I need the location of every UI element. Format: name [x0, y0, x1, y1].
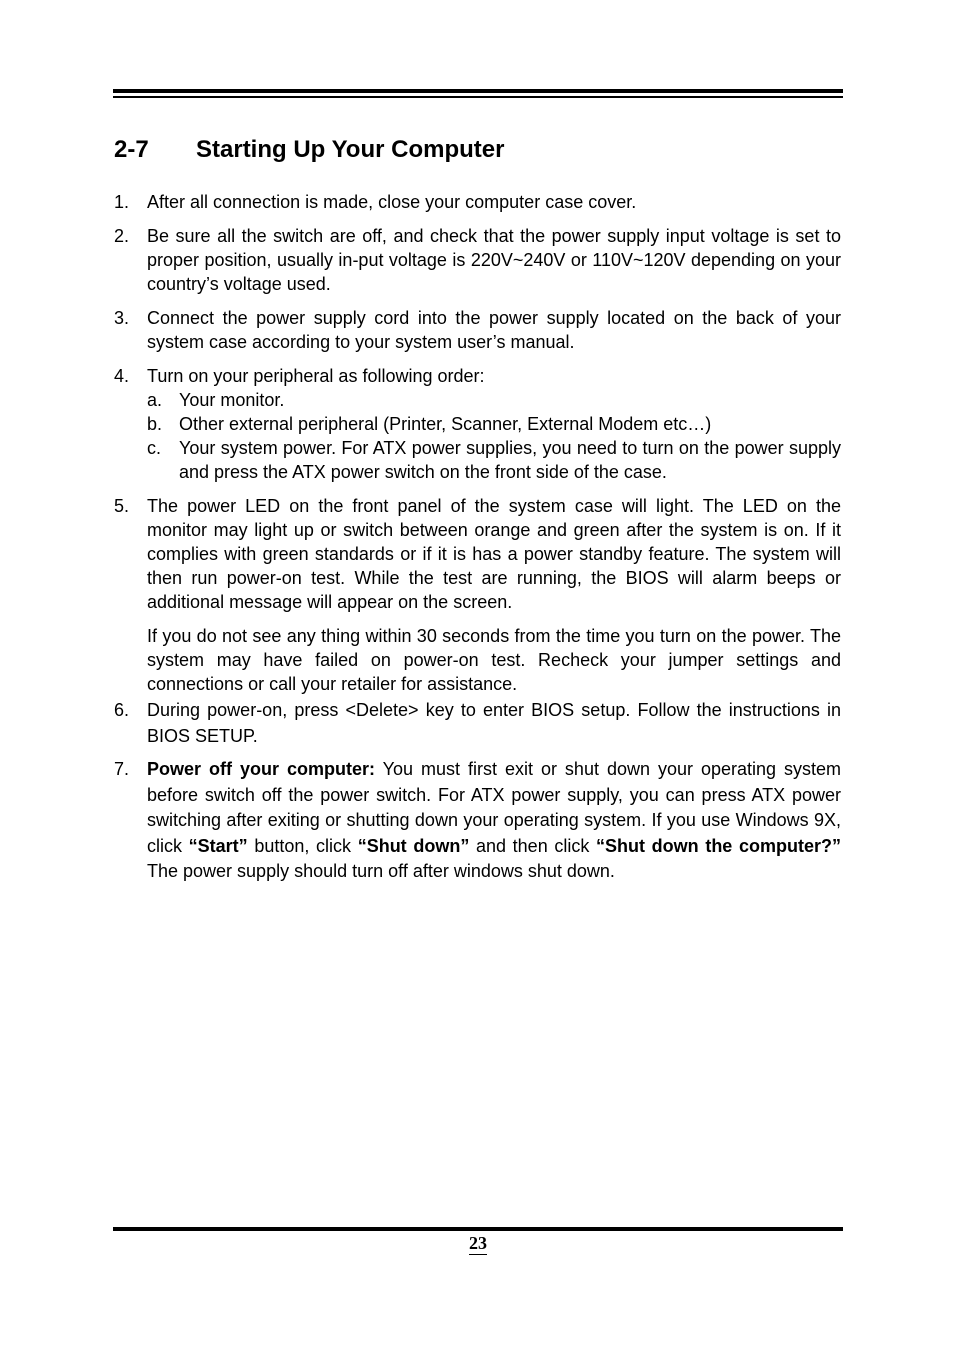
list-item-5 — [114, 494, 841, 696]
list-item-text: Be sure all the switch are off, and check that the power supply input voltage is set to proper position, usually in-put voltage is 220V~240V or 110V~120V depending on your country’s voltage used. — [147, 226, 841, 294]
text-run: You must first exit or shut down your operating system before switch off the power switch. For ATX power supply, you can press ATX power switching after exiting or shutting down your operating system. If you use Windows 9X, click — [147, 759, 841, 856]
list-item-7 — [114, 757, 841, 885]
shut-down-computer-label: “Shut down the computer?” — [596, 835, 841, 856]
footer-rule — [113, 1227, 843, 1231]
list-marker: 3. — [114, 308, 130, 328]
page-number — [0, 1233, 954, 1254]
instruction-list — [114, 190, 841, 885]
list-item-3 — [114, 306, 841, 354]
list-marker: 5. — [114, 496, 130, 516]
list-item-text: The power LED on the front panel of the system case will light. The LED on the monitor may light up or switch between orange and green after the system is on. If it complies with green standards or if it is has a power standby feature. The system will then run power-on test. While the test are running, the BIOS will alarm beeps or additional message will appear on the screen. — [147, 496, 841, 612]
text-run: button, click — [247, 835, 358, 856]
list-item-followup-text: If you do not see any thing within 30 seconds from the time you turn on the power. The system may have failed on power-on test. Recheck your jumper settings and connections or call your retailer for assistance. — [147, 626, 841, 694]
sub-marker: c. — [147, 438, 162, 458]
list-item-text: Connect the power supply cord into the power supply located on the back of your system case according to your system user’s manual. — [147, 308, 841, 352]
list-marker: 4. — [114, 366, 130, 386]
list-marker: 7. — [114, 759, 130, 779]
sub-item-text: Other external peripheral (Printer, Scanner, External Modem etc…) — [179, 414, 712, 434]
list-marker: 6. — [114, 700, 130, 720]
list-item-6 — [114, 697, 841, 749]
list-item-1 — [114, 190, 841, 214]
text-run: and then click — [469, 835, 597, 856]
section-number: 2-7 — [114, 136, 149, 163]
list-item-4 — [114, 364, 841, 484]
sub-marker: b. — [147, 414, 163, 434]
sub-item-text: Your system power. For ATX power supplies, you need to turn on the power supply and press the ATX power switch on the front side of the case. — [179, 438, 841, 482]
list-marker: 2. — [114, 226, 130, 246]
sub-item-b — [147, 412, 841, 436]
list-item-text — [147, 757, 841, 885]
list-item-2 — [114, 224, 841, 296]
start-label: “Start” — [188, 835, 248, 856]
list-item-text: Turn on your peripheral as following order: — [147, 366, 485, 386]
header-rule-thick — [113, 89, 843, 93]
text-run: The power supply should turn off after windows shut down. — [147, 861, 615, 882]
sub-item-text: Your monitor. — [179, 390, 285, 410]
list-item-text: During power-on, press <Delete> key to enter BIOS setup. Follow the instructions in BIOS SETUP. — [147, 700, 841, 746]
section-heading — [114, 135, 504, 165]
header-rule-thin — [113, 96, 843, 98]
page-number-text: 23 — [469, 1233, 487, 1253]
sub-item-c — [147, 436, 841, 484]
section-title: Starting Up Your Computer — [196, 136, 505, 163]
sub-marker: a. — [147, 390, 163, 410]
sub-item-a — [147, 388, 841, 412]
shut-down-label: “Shut down” — [357, 835, 470, 856]
list-marker: 1. — [114, 192, 130, 212]
list-item-text: After all connection is made, close your computer case cover. — [147, 192, 637, 212]
power-off-lead: Power off your computer: — [147, 759, 375, 779]
